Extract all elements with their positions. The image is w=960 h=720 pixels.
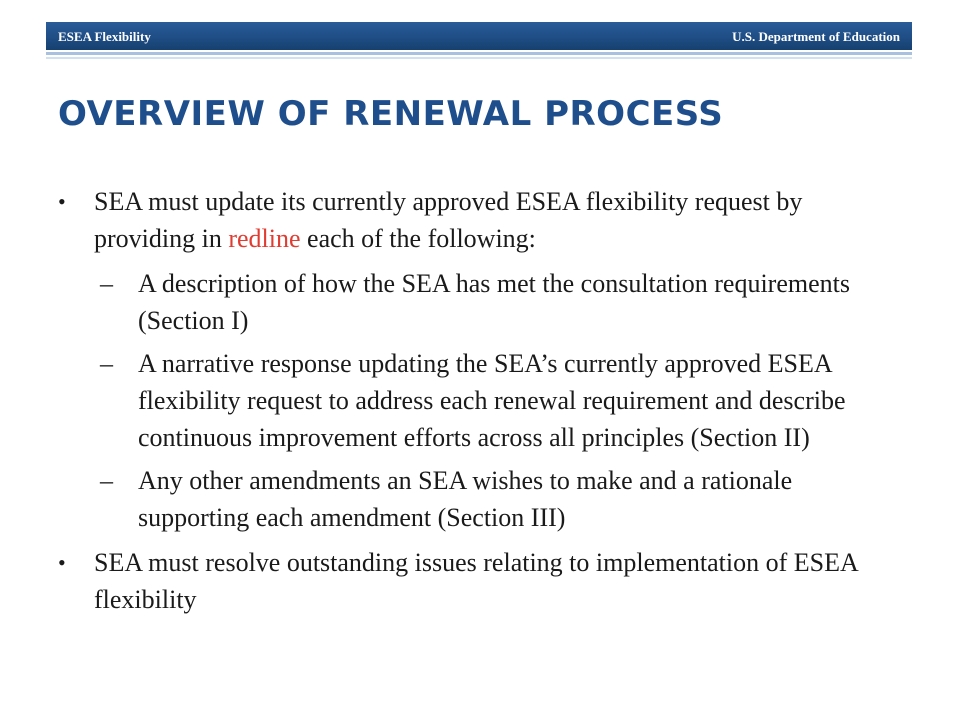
slide-title: OVERVIEW OF RENEWAL PROCESS: [58, 94, 724, 134]
bullet-dot-icon: •: [58, 550, 66, 575]
bullet-text-part: SEA must update its currently approved ESEA flexibility request by providing in: [94, 187, 803, 253]
slide-body: [58, 183, 908, 626]
sub-bullet-item: [58, 345, 908, 456]
header-divider-secondary: [46, 57, 912, 59]
header-divider-primary: [46, 52, 912, 55]
sub-bullet-text: Any other amendments an SEA wishes to make and a rationale supporting each amendment (Section III): [138, 466, 793, 532]
bullet-text: SEA must resolve outstanding issues relating to implementation of ESEA flexibility: [94, 548, 858, 614]
dash-icon: –: [100, 466, 113, 495]
header-bar: [46, 22, 912, 50]
bullet-item-resolve-issues: [58, 544, 908, 618]
sub-bullet-item: [58, 462, 908, 536]
sub-bullet-item: [58, 265, 908, 339]
header-program-label: ESEA Flexibility: [58, 29, 151, 44]
sub-bullet-text: A narrative response updating the SEA’s currently approved ESEA flexibility request to address each renewal requirement and describe continuous improvement efforts across all principles (Section II): [138, 349, 846, 452]
sub-bullet-text: A description of how the SEA has met the consultation requirements (Section I): [138, 269, 850, 335]
sub-bullet-list: [58, 265, 908, 536]
bullet-dot-icon: •: [58, 189, 66, 214]
redline-highlight: redline: [228, 224, 301, 253]
dash-icon: –: [100, 349, 113, 378]
bullet-text-part: each of the following:: [300, 224, 536, 253]
bullet-item-update-request: [58, 183, 908, 257]
header-department-label: U.S. Department of Education: [732, 29, 900, 44]
dash-icon: –: [100, 269, 113, 298]
